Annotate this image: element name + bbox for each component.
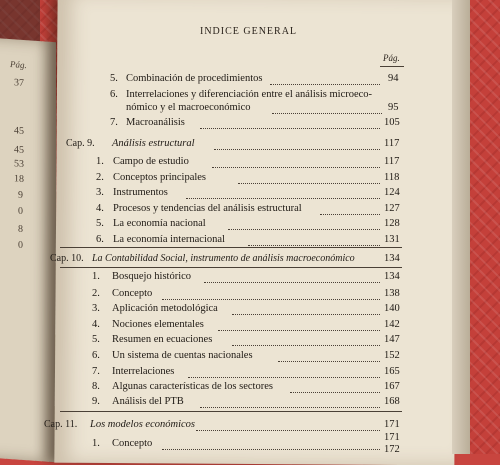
- leader-dots: [270, 84, 380, 85]
- entry-title: Combinación de procedimientos: [126, 73, 263, 84]
- entry-label: 9.: [92, 396, 100, 407]
- leader-dots: [200, 128, 380, 129]
- chapter-label: Cap. 9.: [66, 138, 95, 149]
- leader-dots: [290, 392, 380, 393]
- entry-title: Interrelaciones: [112, 366, 175, 377]
- entry-title: Procesos y tendencias del análisis estructural: [113, 203, 302, 214]
- entry-title: Conceptos principales: [113, 172, 207, 183]
- leader-dots: [162, 449, 380, 450]
- entry-page: 152: [384, 350, 400, 361]
- left-page-number: 37: [14, 77, 24, 89]
- entry-label: 3.: [92, 303, 100, 314]
- entry-title: La economía internacional: [113, 234, 225, 245]
- leader-dots: [204, 282, 380, 283]
- left-page-number: 53: [14, 158, 24, 170]
- entry-page: 134: [384, 271, 400, 282]
- left-page-number: 0: [18, 205, 23, 217]
- entry-page: 117: [384, 156, 400, 167]
- entry-label: 6.: [96, 234, 104, 245]
- leader-dots: [248, 245, 380, 246]
- entry-label: 6.: [110, 89, 118, 100]
- leader-dots: [228, 229, 380, 230]
- entry-page: 131: [384, 234, 400, 245]
- entry-title: Análisis del PTB: [112, 396, 184, 407]
- leader-dots: [162, 299, 380, 300]
- entry-title: Concepto: [112, 438, 153, 449]
- entry-label: 7.: [92, 366, 100, 377]
- chapter-label: Cap. 10.: [50, 253, 84, 264]
- entry-label: 2.: [96, 172, 104, 183]
- pag-column-label: Pág.: [383, 53, 400, 63]
- entry-label: 5.: [110, 73, 118, 84]
- entry-label: 4.: [92, 319, 100, 330]
- entry-label: 6.: [92, 350, 100, 361]
- leader-dots: [272, 113, 382, 114]
- entry-page: 140: [384, 303, 400, 314]
- leader-dots: [186, 198, 380, 199]
- entry-label: 7.: [110, 117, 118, 128]
- entry-title: Instrumentos: [113, 187, 168, 198]
- pag-underline: [380, 66, 404, 67]
- entry-title: Interrelaciones y diferenciación entre el análisis microeco-: [126, 89, 373, 100]
- chapter-label: Cap. 11.: [44, 419, 78, 430]
- section-divider: [60, 267, 402, 268]
- entry-page: 118: [384, 172, 400, 183]
- entry-label: 5.: [92, 334, 100, 345]
- entry-page: 168: [384, 396, 400, 407]
- entry-label: 4.: [96, 203, 104, 214]
- leader-dots: [232, 314, 380, 315]
- leader-dots: [218, 330, 380, 331]
- entry-title: Un sistema de cuentas nacionales: [112, 350, 253, 361]
- left-page-number: 0: [18, 239, 23, 251]
- entry-page: 105: [384, 117, 400, 128]
- chapter-page: 117: [384, 138, 400, 149]
- entry-title: Algunas características de los sectores: [112, 381, 273, 392]
- entry-title: Concepto: [112, 288, 153, 299]
- leader-dots: [200, 407, 380, 408]
- entry-label: 5.: [96, 218, 104, 229]
- chapter-title: Análisis estructural: [112, 138, 195, 149]
- chapter-page: 134: [384, 253, 400, 264]
- leader-dots: [188, 377, 380, 378]
- page-edge: [452, 0, 470, 454]
- left-page-number: 45: [14, 144, 24, 156]
- entry-page: 147: [384, 334, 400, 345]
- entry-title: Aplicación metodológica: [112, 303, 218, 314]
- entry-page: 94: [388, 73, 399, 84]
- entry-title: Nociones elementales: [112, 319, 204, 330]
- leader-dots: [196, 430, 380, 431]
- entry-page: 167: [384, 381, 400, 392]
- entry-title: Bosquejo histórico: [112, 271, 192, 282]
- left-page-number: 8: [18, 223, 23, 235]
- entry-label: 3.: [96, 187, 104, 198]
- entry-page: 171: [384, 432, 400, 443]
- leader-dots: [320, 214, 380, 215]
- entry-title: La economía nacional: [113, 218, 206, 229]
- chapter-title: La Contabilidad Social, instrumento de análisis macroeconómico: [92, 253, 355, 264]
- entry-page: 172: [384, 444, 400, 455]
- entry-title: nómico y el macroeconómico: [126, 102, 251, 113]
- left-pag-label: Pág.: [10, 59, 27, 71]
- entry-title: Campo de estudio: [113, 156, 189, 167]
- entry-label: 1.: [92, 438, 100, 449]
- running-header: INDICE GENERAL: [200, 26, 298, 37]
- left-page: [0, 38, 56, 462]
- left-page-number: 9: [18, 189, 23, 201]
- left-page-number: 18: [14, 173, 24, 185]
- entry-page: 127: [384, 203, 400, 214]
- entry-label: 2.: [92, 288, 100, 299]
- entry-title: Resumen en ecuaciones: [112, 334, 213, 345]
- chapter-page: 171: [384, 419, 400, 430]
- leader-dots: [278, 361, 380, 362]
- entry-label: 8.: [92, 381, 100, 392]
- leader-dots: [212, 167, 380, 168]
- entry-page: 165: [384, 366, 400, 377]
- chapter-title: Los modelos económicos: [90, 419, 195, 430]
- section-divider: [60, 247, 402, 248]
- entry-page: 128: [384, 218, 400, 229]
- entry-label: 1.: [92, 271, 100, 282]
- entry-label: 1.: [96, 156, 104, 167]
- entry-page: 138: [384, 288, 400, 299]
- entry-page: 142: [384, 319, 400, 330]
- entry-page: 124: [384, 187, 400, 198]
- entry-title: Macroanálisis: [126, 117, 185, 128]
- entry-page: 95: [388, 102, 399, 113]
- section-divider: [60, 411, 402, 412]
- leader-dots: [214, 149, 380, 150]
- left-page-number: 45: [14, 125, 24, 137]
- leader-dots: [232, 345, 380, 346]
- leader-dots: [238, 183, 380, 184]
